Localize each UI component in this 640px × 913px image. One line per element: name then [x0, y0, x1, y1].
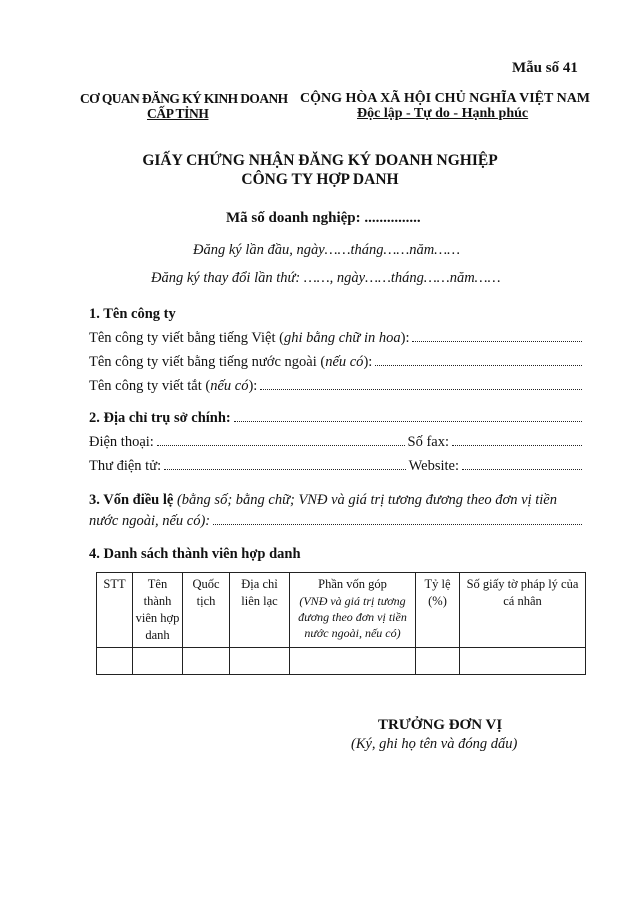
form-number: Mẫu số 41 — [512, 60, 578, 76]
signature-title: TRƯỞNG ĐƠN VỊ — [378, 717, 503, 733]
email-website-row — [89, 458, 585, 475]
foreign-name-label: Tên công ty viết bằng tiếng nước ngoài ( — [89, 354, 326, 370]
phone-fax-row — [89, 434, 585, 451]
address-blank — [234, 411, 582, 422]
website-label: Website: — [408, 458, 459, 474]
country-name: CỘNG HÒA XÃ HỘI CHỦ NGHĨA VIỆT NAM — [300, 91, 591, 106]
table-header-row — [97, 573, 586, 648]
section1-heading: 1. Tên công ty — [89, 306, 176, 322]
vietnamese-name-label: Tên công ty viết bằng tiếng Việt ( — [89, 330, 284, 346]
short-name-row — [89, 378, 585, 395]
short-name-suffix: ): — [248, 378, 258, 394]
vietnamese-name-row — [89, 330, 585, 347]
partner-members-table — [96, 572, 586, 675]
column-header-stt: STT — [97, 573, 133, 648]
table-cell[interactable] — [460, 647, 586, 674]
fax-label: Số fax: — [407, 434, 449, 450]
charter-capital-note2: nước ngoài, nếu có): — [89, 513, 211, 529]
business-code-field: Mã số doanh nghiệp: ............... — [226, 210, 421, 226]
vietnamese-name-suffix: ): — [400, 330, 410, 346]
charter-capital-line1 — [89, 492, 557, 509]
column-header-ratio: Tỷ lệ (%) — [416, 573, 460, 648]
vietnamese-name-blank — [412, 331, 582, 342]
signature-note: (Ký, ghi họ tên và đóng dấu) — [351, 736, 518, 752]
vietnamese-name-note: ghi bằng chữ in hoa — [283, 330, 401, 346]
foreign-name-suffix: ): — [363, 354, 373, 370]
charter-capital-note1: (bằng số; bằng chữ; VNĐ và giá trị tương đương theo đơn vị tiền — [176, 492, 557, 508]
section2-heading: 2. Địa chỉ trụ sở chính: — [89, 410, 231, 426]
table-cell[interactable] — [290, 647, 416, 674]
table-row — [97, 647, 586, 674]
table-cell[interactable] — [416, 647, 460, 674]
table-cell[interactable] — [183, 647, 230, 674]
first-registration-date: Đăng ký lần đầu, ngày……tháng……năm…… — [193, 242, 461, 258]
website-blank — [462, 459, 582, 470]
agency-name-line2: CẤP TỈNH — [147, 106, 209, 121]
fax-blank — [452, 435, 582, 446]
document-title: GIẤY CHỨNG NHẬN ĐĂNG KÝ DOANH NGHIỆP — [142, 152, 498, 169]
charter-capital-line2 — [89, 513, 585, 530]
short-name-blank — [260, 379, 582, 390]
email-label: Thư điện tử: — [89, 458, 162, 474]
short-name-note: nếu có — [210, 378, 249, 394]
column-header-nationality: Quốc tịch — [183, 573, 230, 648]
address-row — [89, 410, 585, 427]
column-header-capital-contribution: Phần vốn góp (VNĐ và giá trị tương đương theo đơn vị tiền nước ngoài, nếu có) — [290, 573, 416, 648]
short-name-label: Tên công ty viết tắt ( — [89, 378, 211, 394]
table-cell[interactable] — [230, 647, 290, 674]
change-registration-date: Đăng ký thay đổi lần thứ: ……, ngày……tháng……năm…… — [151, 270, 501, 286]
charter-capital-blank — [213, 514, 582, 525]
foreign-name-note: nếu có — [325, 354, 364, 370]
agency-name-line1: CƠ QUAN ĐĂNG KÝ KINH DOANH — [80, 91, 288, 106]
phone-blank — [157, 435, 405, 446]
section3-heading: 3. Vốn điều lệ — [89, 492, 174, 508]
document-subtitle: CÔNG TY HỢP DANH — [241, 171, 399, 188]
foreign-name-row — [89, 354, 585, 371]
table-cell[interactable] — [97, 647, 133, 674]
capital-contribution-note: (VNĐ và giá trị tương đương theo đơn vị tiền nước ngoài, nếu có) — [298, 593, 407, 641]
column-header-member-name: Tên thành viên hợp danh — [133, 573, 183, 648]
email-blank — [164, 459, 406, 470]
country-motto: Độc lập - Tự do - Hạnh phúc — [357, 106, 529, 121]
phone-label: Điện thoại: — [89, 434, 154, 450]
column-header-contact-address: Địa chỉ liên lạc — [230, 573, 290, 648]
table-cell[interactable] — [133, 647, 183, 674]
column-header-legal-document: Số giấy tờ pháp lý của cá nhân — [460, 573, 586, 648]
section4-heading: 4. Danh sách thành viên hợp danh — [89, 546, 301, 562]
foreign-name-blank — [375, 355, 582, 366]
